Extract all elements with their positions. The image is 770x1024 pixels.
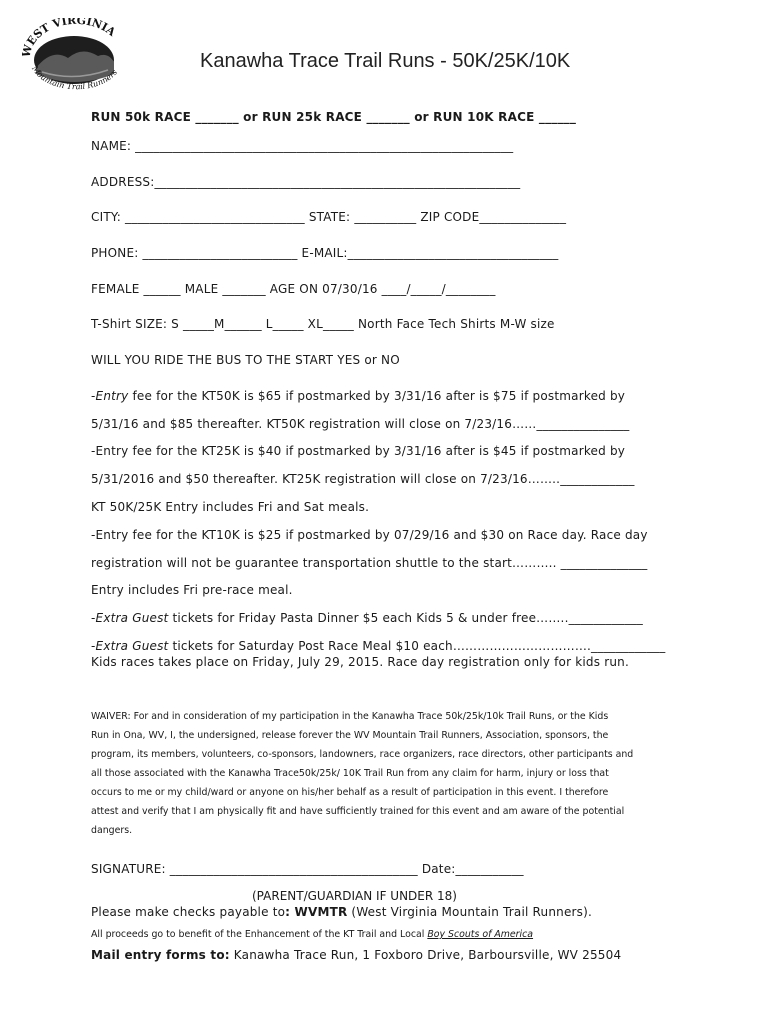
gender-age-line[interactable]: FEMALE ______ MALE _______ AGE ON 07/30/16 ____/_____/________ [91, 282, 496, 296]
waiver-line: program, its members, volunteers, co-sponsors, landowners, race organizers, race directors, other participants and [91, 749, 634, 760]
boy-scouts-link[interactable]: Boy Scouts of America [427, 929, 534, 940]
kt10k-fee-line-1: -Entry fee for the KT10K is $25 if postmarked by 07/29/16 and $30 on Race day. Race day [91, 528, 648, 542]
waiver-line: occurs to me or my child/ward or anyone on his/her behalf as a result of participation in this event. I therefore [91, 787, 609, 798]
kt50k-fee-line-2[interactable]: 5/31/16 and $85 thereafter. KT50K registration will close on 7/23/16……_______________ [91, 417, 630, 431]
guest-post-race-meal-line[interactable] [91, 639, 665, 653]
waiver-line: Run in Ona, WV, I, the undersigned, release forever the WV Mountain Trail Runners, Association, sponsors, the [91, 730, 609, 741]
kt50k-fee-prefix: - [91, 389, 96, 403]
guest-pasta-dinner-line[interactable] [91, 611, 643, 625]
west-virginia-mountain-trail-runners-logo [22, 18, 126, 94]
logo-top-text: EST VIRGINIA [24, 18, 118, 48]
kt50k-fee-line-1 [91, 389, 625, 403]
phone-email-line[interactable]: PHONE: _________________________ E-MAIL:__________________________________ [91, 246, 559, 260]
guest-pasta-prefix: - [91, 611, 96, 625]
mail-entry-label: Mail entry forms to: [91, 948, 230, 962]
page-title: Kanawha Trace Trail Runs - 50K/25K/10K [200, 50, 571, 72]
checks-payee: : WVMTR [285, 905, 348, 919]
guest-meal-rest: tickets for Saturday Post Race Meal $10 each…………………………….____________ [168, 639, 666, 653]
kt10k-meal-line: Entry includes Fri pre-race meal. [91, 583, 293, 597]
bus-question-line[interactable]: WILL YOU RIDE THE BUS TO THE START YES or NO [91, 353, 400, 367]
meals-included-line: KT 50K/25K Entry includes Fri and Sat meals. [91, 500, 370, 514]
waiver-text [91, 707, 691, 840]
guest-meal-prefix: - [91, 639, 96, 653]
waiver-line: dangers. [91, 825, 133, 836]
kids-races-line: Kids races takes place on Friday, July 29, 2015. Race day registration only for kids run. [91, 655, 629, 669]
guest-pasta-emphasis: Extra Guest [95, 611, 169, 625]
mail-entry-line [91, 948, 621, 962]
kt25k-fee-line-2[interactable]: 5/31/2016 and $50 thereafter. KT25K registration will close on 7/23/16……..____________ [91, 472, 635, 486]
logo-bottom-text: Mountain Trail Runners [30, 64, 120, 92]
proceeds-text: All proceeds go to benefit of the Enhancement of the KT Trail and Local [91, 929, 428, 940]
kt25k-fee-line-1: -Entry fee for the KT25K is $40 if postmarked by 3/31/16 after is $45 if postmarked by [91, 444, 626, 458]
city-state-zip-line[interactable]: CITY: _____________________________ STATE: __________ ZIP CODE______________ [91, 210, 567, 224]
checks-rest: (West Virginia Mountain Trail Runners). [347, 905, 593, 919]
race-selection-line[interactable]: RUN 50k RACE _______ or RUN 25k RACE _______ or RUN 10K RACE ______ [91, 110, 577, 124]
waiver-line: WAIVER: For and in consideration of my participation in the Kanawha Trace 50k/25k/10k Trail Runs, or the Kids [91, 711, 609, 722]
guest-pasta-rest: tickets for Friday Pasta Dinner $5 each Kids 5 & under free……..____________ [168, 611, 643, 625]
guardian-note: (PARENT/GUARDIAN IF UNDER 18) [252, 889, 457, 903]
address-field[interactable]: ADDRESS:___________________________________________________________ [91, 175, 521, 189]
kt10k-fee-line-2[interactable]: registration will not be guarantee transportation shuttle to the start……….. ______________ [91, 556, 648, 570]
checks-payable-line [91, 905, 592, 919]
tshirt-size-line[interactable]: T-Shirt SIZE: S _____M______ L_____ XL_____ North Face Tech Shirts M-W size [91, 317, 555, 331]
kt50k-fee-rest: fee for the KT50K is $65 if postmarked by 3/31/16 after is $75 if postmarked by [128, 389, 626, 403]
waiver-line: all those associated with the Kanawha Trace50k/25k/ 10K Trail Run from any claim for harm, injury or loss that [91, 768, 609, 779]
checks-prefix: Please make checks payable to [91, 905, 286, 919]
proceeds-line [91, 929, 533, 940]
name-field[interactable]: NAME: _____________________________________________________________ [91, 139, 514, 153]
mail-entry-address: Kanawha Trace Run, 1 Foxboro Drive, Barboursville, WV 25504 [229, 948, 622, 962]
waiver-line: attest and verify that I am physically fit and have sufficiently trained for this event and am aware of the potential [91, 806, 625, 817]
guest-meal-emphasis: Extra Guest [95, 639, 169, 653]
signature-date-line[interactable]: SIGNATURE: ________________________________________ Date:___________ [91, 862, 524, 876]
kt50k-fee-emphasis: Entry [95, 389, 129, 403]
